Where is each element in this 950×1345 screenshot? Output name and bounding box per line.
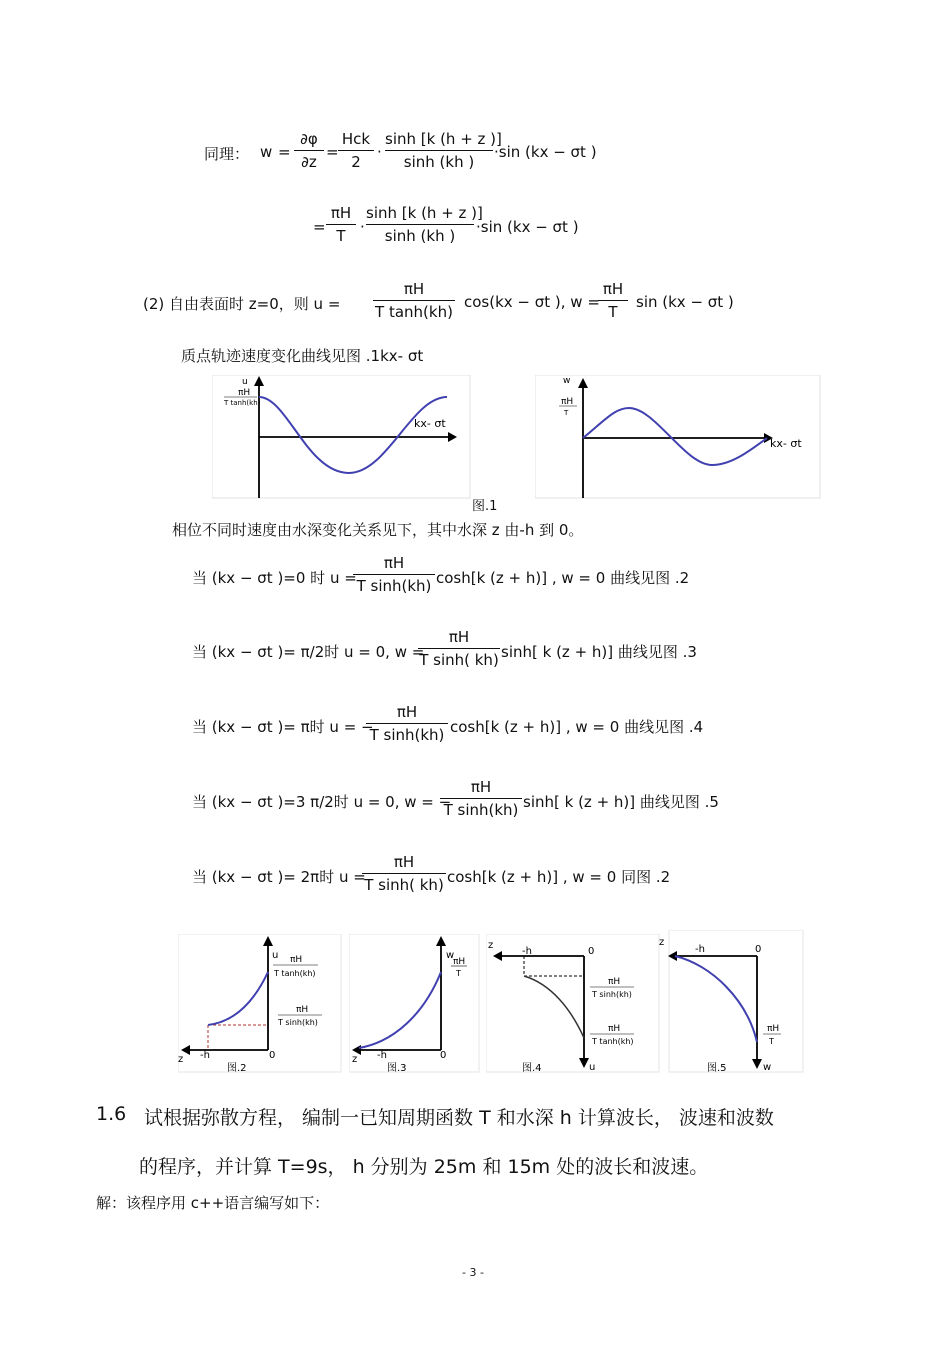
fig4-axis-u: u xyxy=(589,1062,596,1073)
fig4-minus-h: -h xyxy=(522,946,532,957)
fig4-zero: 0 xyxy=(588,946,595,957)
case-0-pre: 当 (kx − σt )=0 时 u = xyxy=(192,569,357,587)
fig2-mid-den: T sinh(kh) xyxy=(278,1018,318,1027)
eq2-equals: = xyxy=(313,218,326,236)
eq3-tail: sin (kx − σt ) xyxy=(636,293,734,311)
eq1-equals: = xyxy=(278,143,291,161)
eq3-prefix: (2) 自由表面时 z=0，则 u = xyxy=(143,295,341,313)
eq2-fraction-2 xyxy=(366,204,483,245)
eq2-f1-den: T xyxy=(336,227,346,245)
eq3-f2-num: πH xyxy=(602,280,624,298)
fig4-plot xyxy=(486,934,661,1074)
case-0-post: cosh[k (z + h)] , w = 0 曲线见图 .2 xyxy=(436,569,690,587)
eq2-f1-num: πH xyxy=(330,204,352,222)
fig5-low-num: πH xyxy=(767,1024,780,1034)
eq1-f1-num: Hck xyxy=(341,130,371,148)
problem-number: 1.6 xyxy=(96,1103,127,1125)
fig1-left-plot xyxy=(212,375,472,500)
eq3-fraction-1 xyxy=(373,280,455,321)
eq1-w: w xyxy=(260,143,273,161)
fig1-left-y-label: u xyxy=(242,377,248,387)
fig1-intro-text: 质点轨迹速度变化曲线见图 .1kx- σt xyxy=(181,347,424,365)
case-2-den: T sinh(kh) xyxy=(369,726,445,744)
case-1-pre: 当 (kx − σt )= π/2时 u = 0, w = xyxy=(192,643,425,661)
problem-line-2: 的程序，并计算 T=9s， h 分别为 25m 和 15m 处的波长和波速。 xyxy=(139,1156,709,1178)
case-4-num: πH xyxy=(393,853,415,871)
fig5-caption: 图.5 xyxy=(707,1063,727,1074)
case-4-den: T sinh( kh) xyxy=(364,876,444,894)
fig1-left-y-num: πH xyxy=(238,388,251,398)
fig1-right-y-den: T xyxy=(564,409,569,417)
eq2-f2-den: sinh (kh ) xyxy=(384,227,456,245)
case-3-post: sinh[ k (z + h)] 曲线见图 .5 xyxy=(523,793,719,811)
fig5-plot xyxy=(657,930,805,1074)
fig2-z: z xyxy=(178,1054,184,1065)
fig3-zero: 0 xyxy=(440,1050,447,1061)
phase-intro-text: 相位不同时速度由水深变化关系见下，其中水深 z 由-h 到 0。 xyxy=(172,521,584,539)
fig5-minus-h: -h xyxy=(695,944,705,955)
fig5-axis-w: w xyxy=(763,1062,772,1073)
case-0-num: πH xyxy=(383,554,405,572)
case-2-fraction xyxy=(366,703,448,744)
eq2-fraction-1 xyxy=(326,204,356,245)
fig4-mid-num: πH xyxy=(608,977,621,987)
fig1-right-y-label: w xyxy=(563,376,571,386)
fig2-top-num: πH xyxy=(290,955,303,965)
eq3-f1-den: T tanh(kh) xyxy=(375,303,453,321)
eq2-tail: ·sin (kx − σt ) xyxy=(476,218,579,236)
eq1-partial-fraction xyxy=(294,130,324,171)
case-3-pre: 当 (kx − σt )=3 π/2时 u = 0, w = − xyxy=(192,793,452,811)
fig5-low-den: T xyxy=(769,1037,774,1046)
eq2-dot: · xyxy=(360,218,365,236)
fig2-caption: 图.2 xyxy=(227,1063,247,1074)
case-0-den: T sinh(kh) xyxy=(356,577,432,595)
case-1-post: sinh[ k (z + h)] 曲线见图 .3 xyxy=(501,643,697,661)
fig1-caption: 图.1 xyxy=(472,499,498,514)
eq1-fraction-1 xyxy=(338,130,374,171)
fig3-minus-h: -h xyxy=(377,1050,387,1061)
fig4-mid-den: T sinh(kh) xyxy=(592,990,632,999)
fig2-plot xyxy=(178,934,343,1074)
fig1-right-plot xyxy=(535,375,822,500)
case-2-num: πH xyxy=(396,703,418,721)
solution-text: 解：该程序用 c++语言编写如下： xyxy=(96,1194,330,1212)
eq3-f2-den: T xyxy=(608,303,618,321)
case-4-fraction xyxy=(362,853,446,894)
eq1-partial-den: ∂z xyxy=(301,153,317,171)
page-number: - 3 - xyxy=(462,1266,484,1279)
eq1-tail: ·sin (kx − σt ) xyxy=(494,143,597,161)
case-1-den: T sinh( kh) xyxy=(419,651,499,669)
eq3-mid: cos(kx − σt ), w = xyxy=(464,293,600,311)
case-4-post: cosh[k (z + h)] , w = 0 同图 .2 xyxy=(447,868,671,886)
eq2-f2-num: sinh [k (h + z )] xyxy=(366,204,483,222)
case-2-pre: 当 (kx − σt )= π时 u = − xyxy=(192,718,374,736)
fig3-plot xyxy=(349,934,481,1074)
eq1-equals-2: = xyxy=(326,143,339,161)
fig2-zero: 0 xyxy=(269,1050,276,1061)
case-2-post: cosh[k (z + h)] , w = 0 曲线见图 .4 xyxy=(450,718,704,736)
eq1-f2-num: sinh [k (h + z )] xyxy=(385,130,502,148)
problem-line-1: 试根据弥散方程， 编制一已知周期函数 T 和水深 h 计算波长， 波速和波数 xyxy=(144,1107,774,1129)
fig3-z: z xyxy=(352,1054,358,1065)
fig4-z: z xyxy=(488,940,494,951)
fig2-minus-h: -h xyxy=(200,1050,210,1061)
fig2-top-den: T tanh(kh) xyxy=(274,969,316,978)
eq1-partial-num: ∂φ xyxy=(300,130,318,148)
fig1-right-y-num: πH xyxy=(561,397,574,407)
fig4-low-den: T tanh(kh) xyxy=(592,1037,634,1046)
fig4-caption: 图.4 xyxy=(522,1063,542,1074)
fig1-left-y-den: T tanh(kh) xyxy=(224,399,261,407)
fig3-top-num: πH xyxy=(453,957,466,967)
eq1-prefix: 同理： xyxy=(204,145,250,163)
fig1-left-x-label: kx- σt xyxy=(414,417,446,430)
eq1-f2-den: sinh (kh ) xyxy=(403,153,475,171)
eq3-fraction-2 xyxy=(598,280,628,321)
case-3-den: T sinh(kh) xyxy=(443,801,519,819)
fig1-right-x-label: kx- σt xyxy=(770,437,802,450)
case-0-fraction xyxy=(353,554,435,595)
eq1-fraction-2 xyxy=(385,130,502,171)
fig5-z: z xyxy=(659,937,665,948)
fig3-caption: 图.3 xyxy=(387,1063,407,1074)
fig3-axis-w: w xyxy=(446,950,455,961)
eq1-f1-den: 2 xyxy=(351,153,361,171)
eq1-dot: · xyxy=(377,143,382,161)
fig4-low-num: πH xyxy=(608,1024,621,1034)
fig2-axis-u: u xyxy=(272,950,279,961)
fig5-zero: 0 xyxy=(755,944,762,955)
fig2-mid-num: πH xyxy=(296,1005,309,1015)
fig3-top-den: T xyxy=(456,969,461,978)
eq3-f1-num: πH xyxy=(403,280,425,298)
case-3-num: πH xyxy=(470,778,492,796)
case-1-fraction xyxy=(418,628,500,669)
case-3-fraction xyxy=(440,778,522,819)
case-4-pre: 当 (kx − σt )= 2π时 u = xyxy=(192,868,366,886)
case-1-num: πH xyxy=(448,628,470,646)
